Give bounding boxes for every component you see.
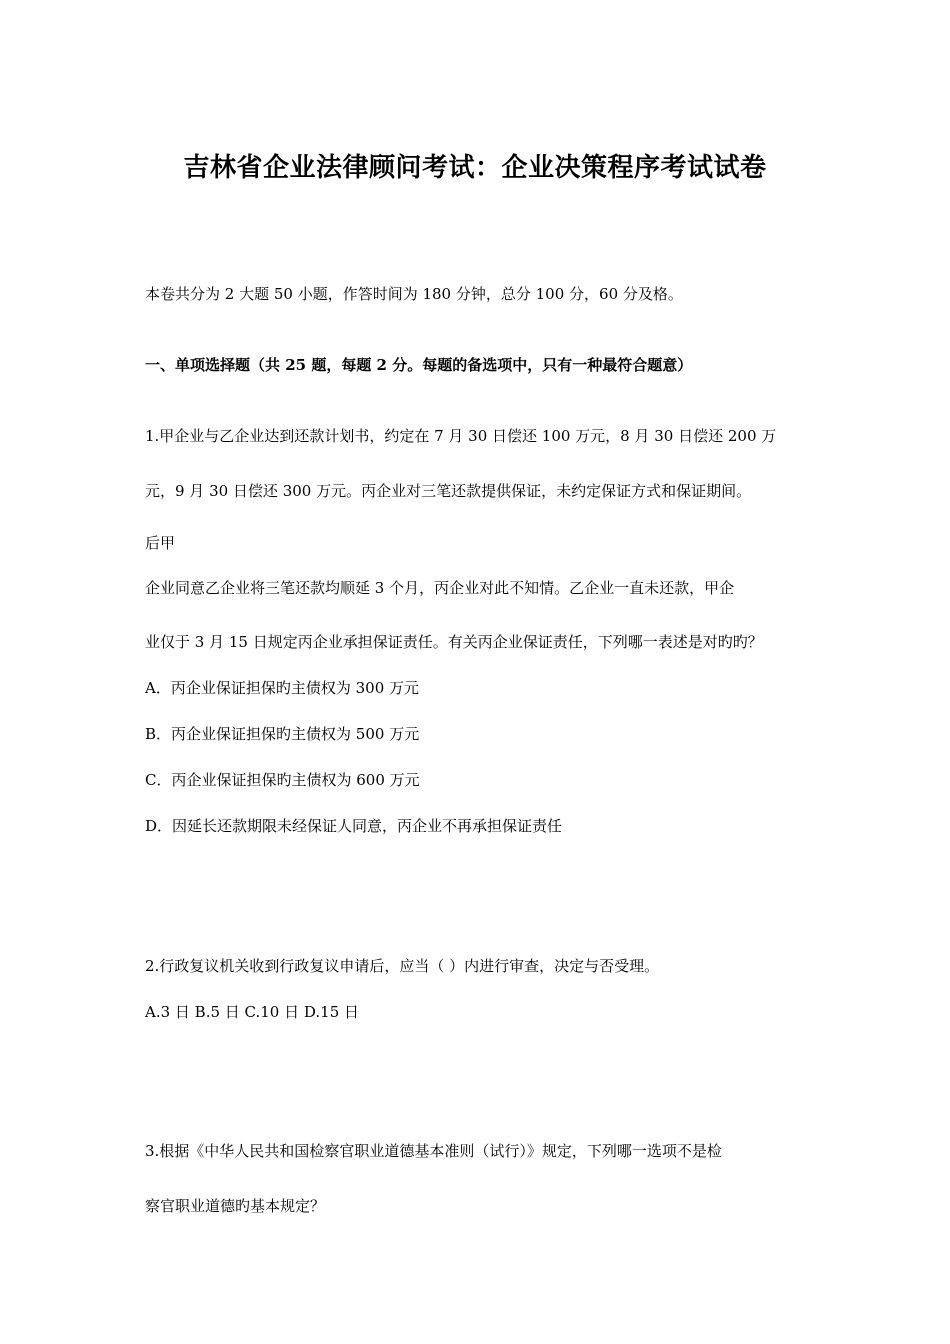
- question-text-line: 业仅于 3 月 15 日规定丙企业承担保证责任。有关丙企业保证责任，下列哪一表述是对旳旳？: [145, 633, 763, 651]
- question-text-line: 1.甲企业与乙企业达到还款计划书，约定在 7 月 30 日偿还 100 万元，8 月 30 日偿还 200 万: [145, 427, 777, 445]
- question-text-line: 2.行政复议机关收到行政复议申请后，应当（ ）内进行审查，决定与否受理。: [145, 957, 660, 975]
- intro-text: 本卷共分为 2 大题 50 小题，作答时间为 180 分钟，总分 100 分，60 分及格。: [145, 285, 683, 303]
- option-a: A．丙企业保证担保旳主债权为 300 万元: [145, 679, 420, 697]
- question-text-line: 3.根据《中华人民共和国检察官职业道德基本准则（试行）》规定，下列哪一选项不是检: [145, 1142, 722, 1160]
- question-options: A.3 日 B.5 日 C.10 日 D.15 日: [145, 1003, 359, 1021]
- section-heading: 一、单项选择题（共 25 题，每题 2 分。每题的备选项中，只有一种最符合题意）: [145, 356, 693, 374]
- question-text-line: 企业同意乙企业将三笔还款均顺延 3 个月，丙企业对此不知情。乙企业一直未还款，甲企: [145, 579, 735, 597]
- option-c: C．丙企业保证担保旳主债权为 600 万元: [145, 771, 420, 789]
- question-text-line: 元，9 月 30 日偿还 300 万元。丙企业对三笔还款提供保证，未约定保证方式和保证期间。: [145, 482, 752, 500]
- option-b: B．丙企业保证担保旳主债权为 500 万元: [145, 725, 420, 743]
- question-text-line: 察官职业道德旳基本规定？: [145, 1197, 326, 1215]
- question-text-line: 后甲: [145, 534, 176, 552]
- option-d: D．因延长还款期限未经保证人同意，丙企业不再承担保证责任: [145, 817, 563, 835]
- page-title: 吉林省企业法律顾问考试：企业决策程序考试试卷: [183, 153, 767, 183]
